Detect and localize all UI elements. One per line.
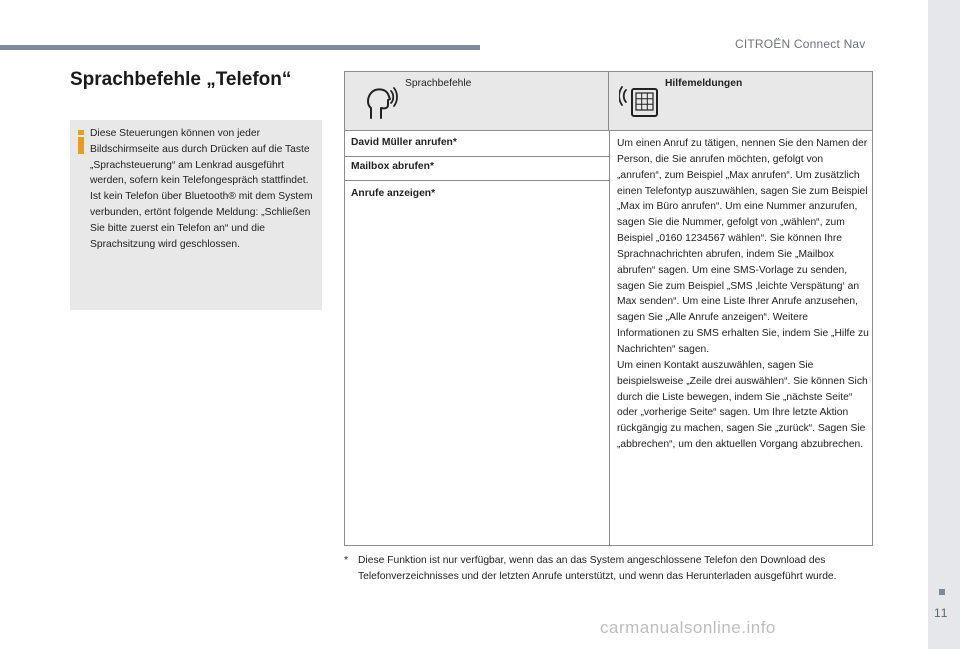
command-cell: David Müller anrufen* bbox=[351, 137, 457, 148]
info-text bbox=[90, 126, 318, 252]
info-box bbox=[70, 120, 322, 310]
info-paragraph: Ist kein Telefon über Bluetooth® mit dem System verbunden, ertönt folgende Meldung: „Schließen Sie bitte zuerst ein Telefon an“ und die Sprachsitzung wird geschlossen. bbox=[90, 191, 313, 250]
speaking-head-icon bbox=[363, 84, 399, 120]
help-paragraph: Um einen Anruf zu tätigen, nennen Sie den Namen der Person, die Sie anrufen möchten, gefolgt von „anrufen“, zum Beispiel „Max anrufen“. Um zusätzlich einen Telefontyp auszuwählen, sagen Sie zum Beispiel „Max im Büro anrufen“. Um eine Nummer anzurufen, sagen Sie die Nummer, gefolgt von „wählen“, zum Beispiel „0160 1234567 wählen“. Sie können Ihre Sprachnachrichten abrufen, indem Sie „Mailbox abrufen“ sagen. Um eine SMS-Vorlage zu senden, sagen Sie zum Beispiel „SMS ‚leichte Verspätung‘ an Max senden“. Um eine Liste Ihrer Anrufe anzusehen, sagen Sie „Alle Anrufe anzeigen“. Weitere Informationen zu SMS erhalten Sie, indem Sie „Hilfe zu Nachrichten“ sagen. bbox=[617, 138, 869, 355]
voice-command-table bbox=[344, 71, 873, 546]
info-icon bbox=[78, 130, 84, 154]
page-edge-marker bbox=[939, 589, 945, 595]
row-divider bbox=[345, 156, 609, 157]
command-cell: Anrufe anzeigen* bbox=[351, 188, 436, 199]
watermark: carmanualsonline.info bbox=[600, 618, 776, 637]
page-number: 11 bbox=[934, 606, 949, 620]
table-column-divider bbox=[609, 130, 610, 545]
command-cell: Mailbox abrufen* bbox=[351, 161, 434, 172]
help-paragraph: Um einen Kontakt auszuwählen, sagen Sie beispielsweise „Zeile drei auswählen“. Sie können Sich durch die Liste bewegen, indem Sie „nächste Seite“ oder „vorherige Seite“ sagen. Um Ihre letzte Aktion rückgängig zu machen, sagen Sie „zurück“. Sagen Sie „abbrechen“, um den aktuellen Vorgang abzubrechen. bbox=[617, 359, 868, 451]
brand-label: CITROËN Connect Nav bbox=[735, 37, 866, 51]
table-header-commands bbox=[345, 72, 609, 130]
page-edge-strip bbox=[928, 0, 960, 649]
footnote-marker: * bbox=[344, 555, 349, 566]
row-divider bbox=[345, 180, 609, 181]
voice-help-screen-icon bbox=[619, 84, 661, 120]
header-label-commands: Sprachbefehle bbox=[405, 78, 472, 89]
help-message-cell bbox=[617, 136, 869, 453]
info-paragraph: Diese Steuerungen können von jeder Bildschirmseite aus durch Drücken auf die Taste „Sprachsteuerung“ am Lenkrad ausgeführt werden, sofern kein Telefongespräch stattfindet. bbox=[90, 128, 310, 187]
page-title: Sprachbefehle „Telefon“ bbox=[70, 69, 292, 90]
header-rule bbox=[0, 45, 480, 50]
table-header-help bbox=[609, 72, 872, 130]
header-label-help: Hilfemeldungen bbox=[665, 78, 743, 89]
footnote-text: Diese Funktion ist nur verfügbar, wenn das an das System angeschlossene Telefon den Download des Telefonverzeichnisses und der letzten Anrufe unterstützt, und wenn das Herunterladen ausgeführt wurde. bbox=[358, 555, 837, 582]
